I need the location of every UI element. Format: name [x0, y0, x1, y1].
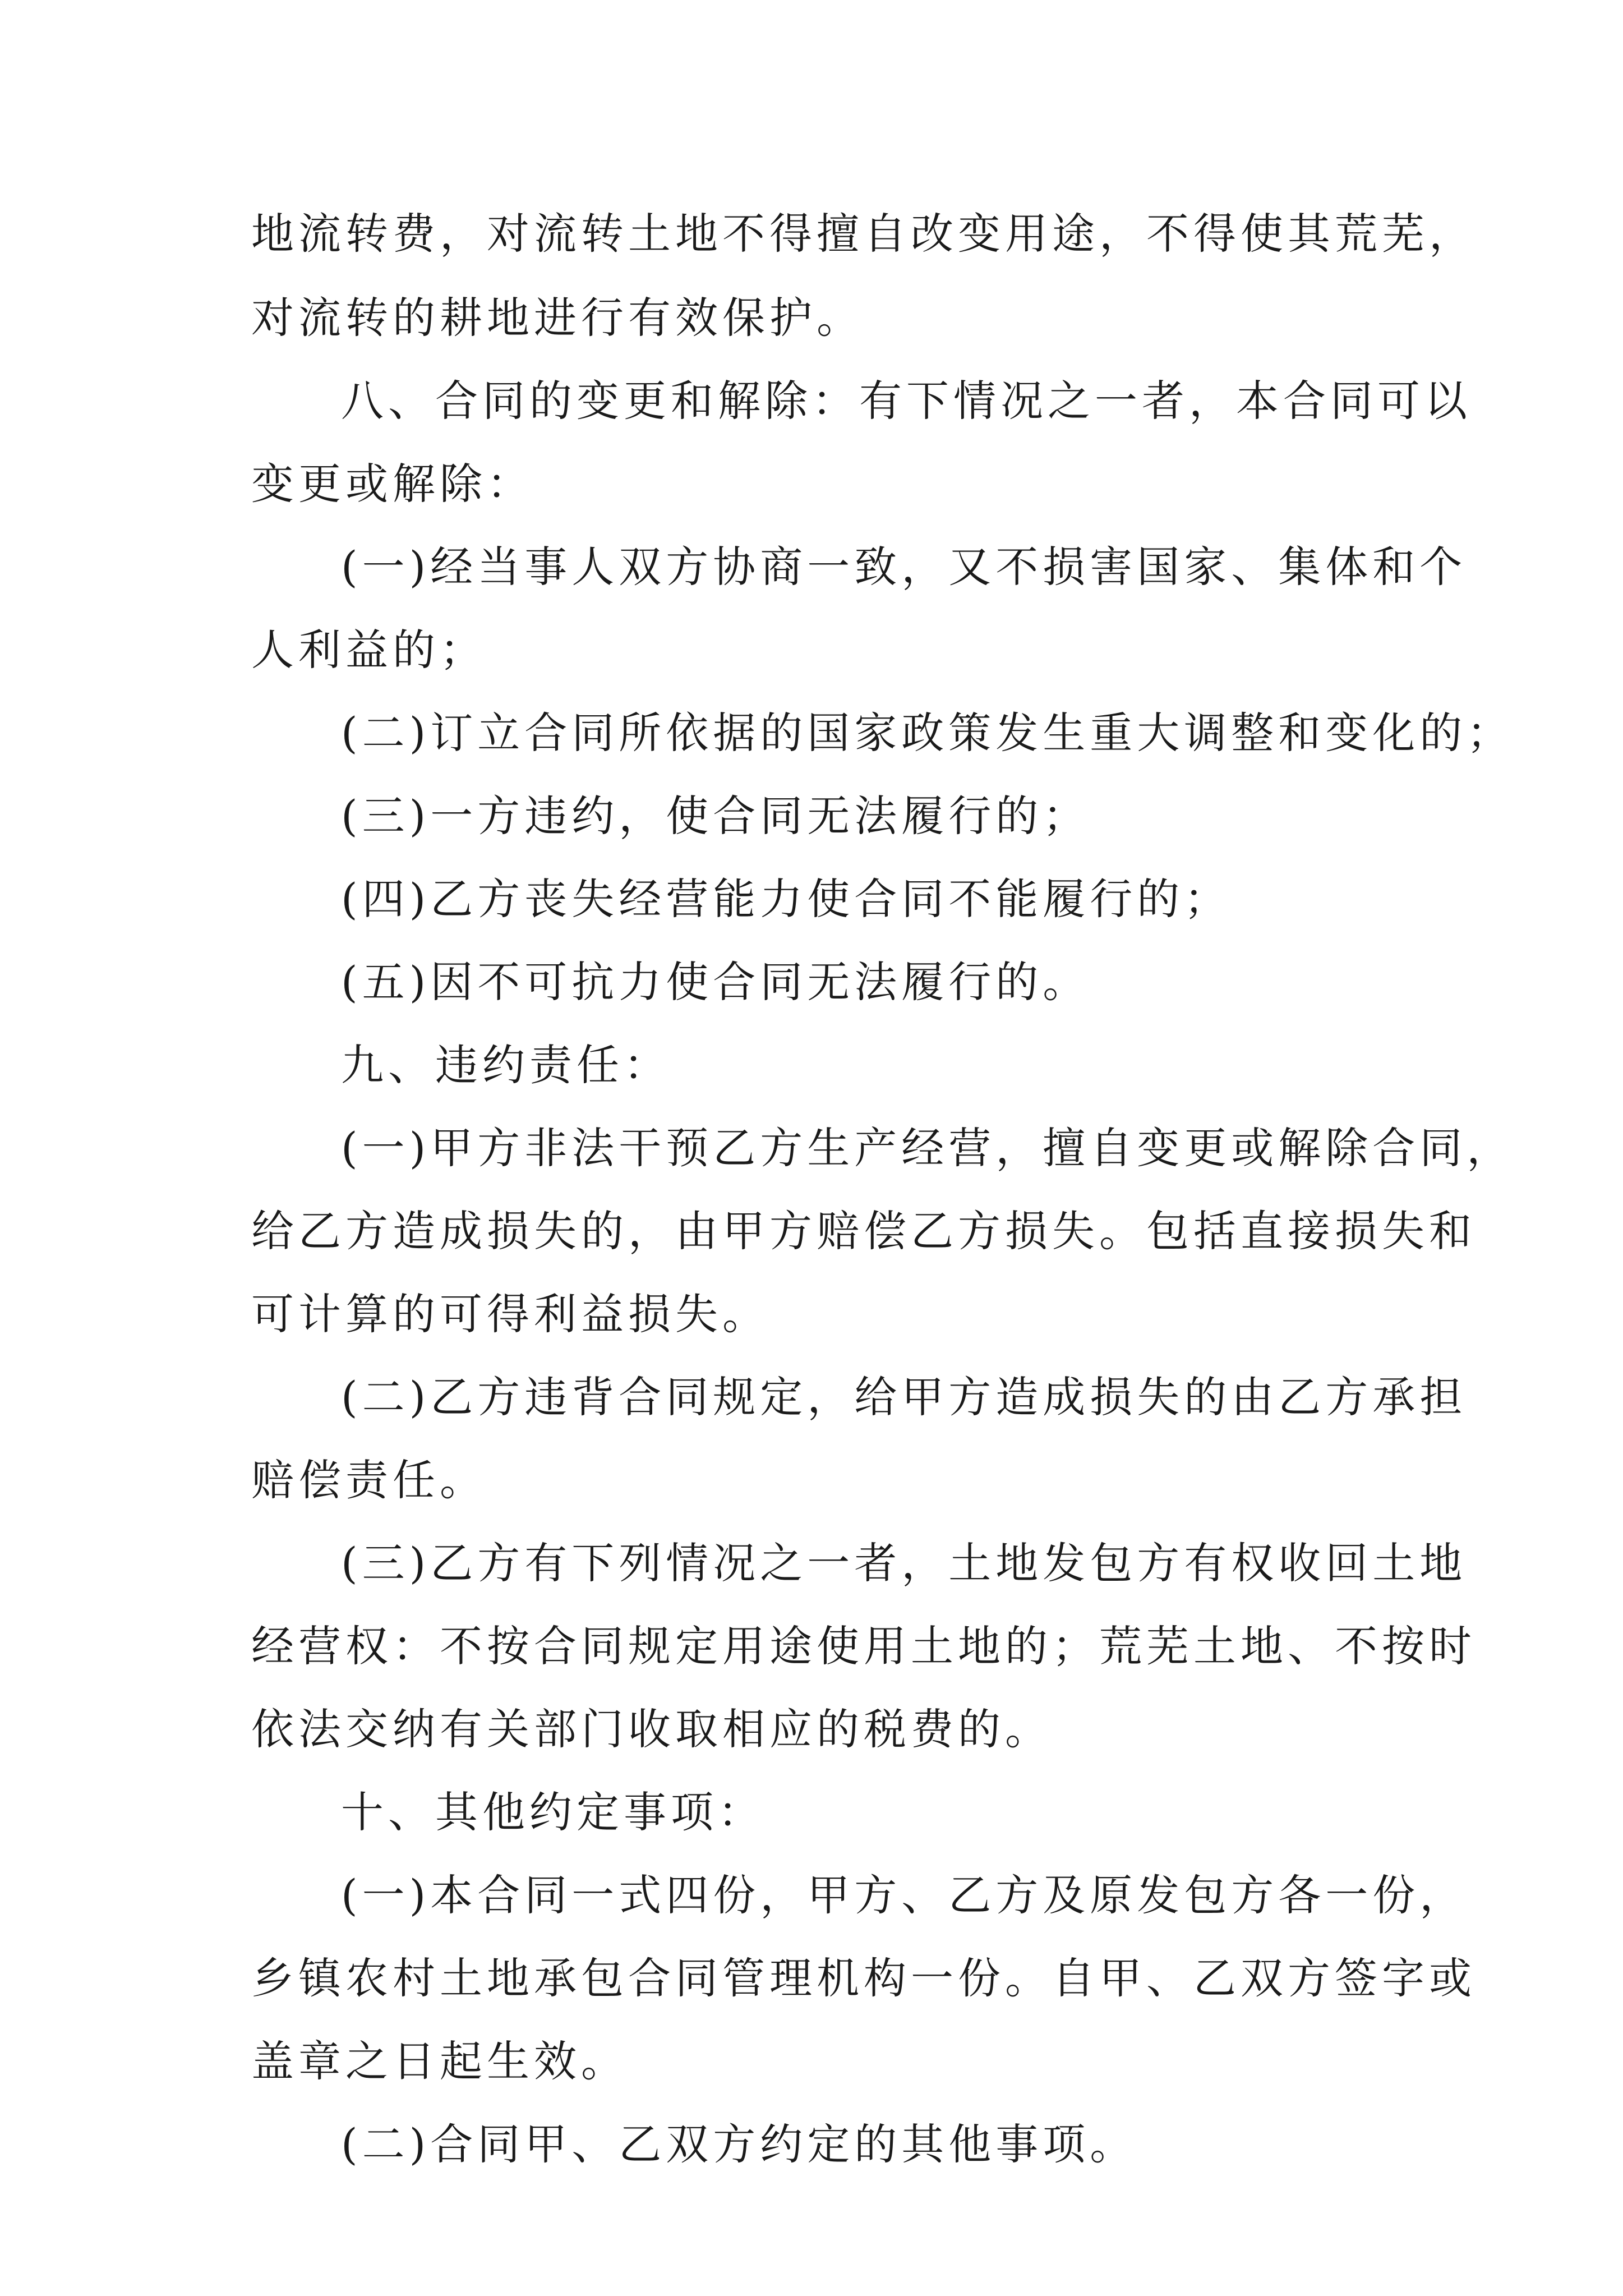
section-heading-9: 九、违约责任：: [341, 1040, 671, 1090]
text-line: 盖章之日起生效。: [251, 2036, 628, 2086]
clause-item: (一)经当事人双方协商一致，又不损害国家、集体和个: [341, 542, 1467, 592]
clause-item: (二)订立合同所依据的国家政策发生重大调整和变化的；: [341, 708, 1514, 758]
text-line: 依法交纳有关部门收取相应的税费的。: [251, 1704, 1052, 1754]
clause-item: (五)因不可抗力使合同无法履行的。: [341, 957, 1090, 1007]
text-line: 变更或解除：: [251, 459, 534, 509]
text-line: 对流转的耕地进行有效保护。: [251, 293, 864, 343]
clause-item: (二)乙方违背合同规定，给甲方造成损失的由乙方承担: [341, 1372, 1467, 1422]
section-heading-8: 八、合同的变更和解除：有下情况之一者，本合同可以: [341, 376, 1472, 426]
text-line: 可计算的可得利益损失。: [251, 1289, 769, 1339]
clause-item: (四)乙方丧失经营能力使合同不能履行的；: [341, 874, 1232, 924]
clause-item: (一)甲方非法干预乙方生产经营，擅自变更或解除合同，: [341, 1123, 1514, 1173]
text-line: 给乙方造成损失的，由甲方赔偿乙方损失。包括直接损失和: [251, 1206, 1476, 1256]
text-line: 乡镇农村土地承包合同管理机构一份。自甲、乙双方签字或: [251, 1953, 1476, 2003]
section-heading-10: 十、其他约定事项：: [341, 1787, 765, 1837]
text-line: 人利益的；: [251, 625, 487, 675]
clause-item: (一)本合同一式四份，甲方、乙方及原发包方各一份，: [341, 1870, 1467, 1920]
text-line: 赔偿责任。: [251, 1455, 487, 1505]
clause-item: (三)乙方有下列情况之一者，土地发包方有权收回土地: [341, 1538, 1467, 1588]
text-line: 地流转费，对流转土地不得擅自改变用途，不得使其荒芜，: [251, 209, 1476, 259]
clause-item: (三)一方违约，使合同无法履行的；: [341, 791, 1090, 841]
clause-item: (二)合同甲、乙双方约定的其他事项。: [341, 2119, 1137, 2169]
text-line: 经营权：不按合同规定用途使用土地的；荒芜土地、不按时: [251, 1621, 1476, 1671]
